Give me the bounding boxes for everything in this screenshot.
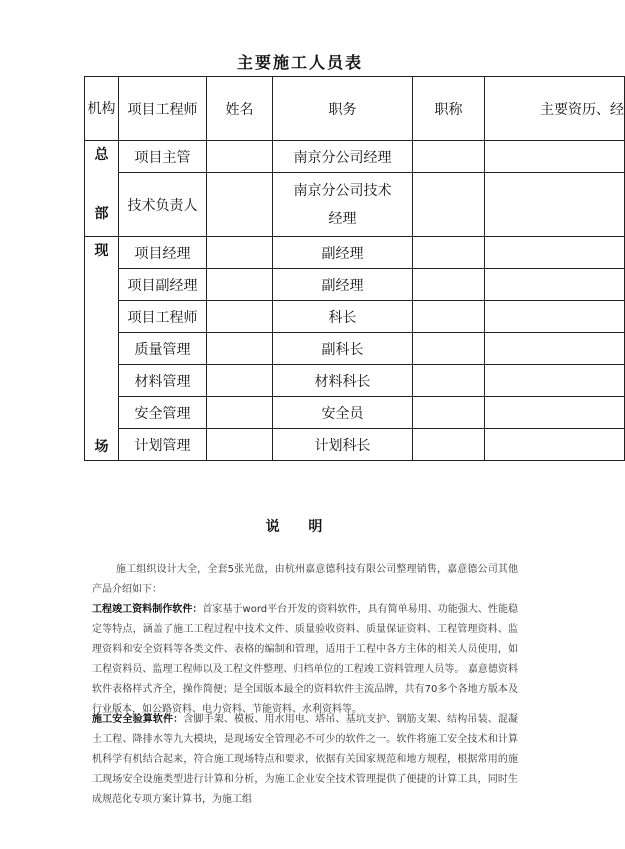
cell-name [207, 269, 273, 301]
cell-position: 副经理 [273, 237, 413, 269]
cell-role: 安全管理 [119, 397, 207, 429]
table-row [85, 365, 625, 397]
staff-table [84, 76, 625, 461]
table-row [85, 141, 625, 173]
table-row [85, 429, 625, 461]
cell-name [207, 333, 273, 365]
cell-role: 项目经理 [119, 237, 207, 269]
cell-rank [413, 333, 485, 365]
page-title: 主要施工人员表 [236, 53, 363, 72]
cell-position: 南京分公司经理 [273, 141, 413, 173]
product-name: 施工安全验算软件： [92, 714, 184, 725]
cell-rank [413, 269, 485, 301]
table-row [85, 333, 625, 365]
cell-experience [485, 365, 625, 397]
cell-name [207, 237, 273, 269]
group-hq [85, 141, 119, 237]
cell-role: 质量管理 [119, 333, 207, 365]
table-row [85, 173, 625, 237]
cell-position: 副科长 [273, 333, 413, 365]
cell-rank [413, 301, 485, 333]
cell-role: 项目主管 [119, 141, 207, 173]
cell-name [207, 301, 273, 333]
product-text: 含脚手架、模板、用水用电、塔吊、基坑支护、钢筋支架、结构吊装、混凝土工程、降排水等九大模块，是现场安全管理必不可少的软件之一。软件将施工安全技术和计算机科学有机结合起来，符合施工现场特点和要求，依据有关国家规范和地方规程，根据常用的施工现场安全设施类型进行计算和分析，为施工企业安全技术管理提供了便捷的计算工具，同时生成规范化专项方案计算书，为施工组 [92, 714, 519, 805]
cell-position: 安全员 [273, 397, 413, 429]
cell-rank [413, 173, 485, 237]
cell-role: 计划管理 [119, 429, 207, 461]
cell-experience [485, 397, 625, 429]
cell-name [207, 397, 273, 429]
cell-rank [413, 365, 485, 397]
cell-experience [485, 301, 625, 333]
group-site-top: 现 [94, 243, 109, 259]
table-row [85, 237, 625, 269]
cell-rank [413, 141, 485, 173]
cell-rank [413, 429, 485, 461]
cell-experience [485, 269, 625, 301]
group-hq-bottom: 部 [94, 206, 109, 222]
cell-role: 项目工程师 [119, 301, 207, 333]
cell-position: 材料科长 [273, 365, 413, 397]
product-name: 工程竣工资料制作软件： [92, 604, 203, 615]
product-description [92, 600, 518, 720]
cell-name [207, 173, 273, 237]
cell-name [207, 365, 273, 397]
cell-experience [485, 237, 625, 269]
table-row [85, 397, 625, 429]
group-site [85, 237, 119, 461]
header-experience: 主要资历、经 [485, 77, 625, 141]
cell-experience [485, 173, 625, 237]
group-site-bottom: 场 [94, 439, 109, 455]
table-header-row [85, 77, 625, 141]
cell-position: 副经理 [273, 269, 413, 301]
notes-heading: 说 明 [265, 519, 335, 535]
cell-role: 项目副经理 [119, 269, 207, 301]
table-row [85, 301, 625, 333]
cell-role: 技术负责人 [119, 173, 207, 237]
product-description [92, 710, 518, 810]
notes-intro: 施工组织设计大全，全套5张光盘，由杭州嘉意德科技有限公司整理销售，嘉意德公司其他产品介绍如下： [92, 564, 518, 595]
cell-name [207, 429, 273, 461]
header-rank: 职称 [413, 77, 485, 141]
cell-position: 科长 [273, 301, 413, 333]
header-org: 机构 [85, 77, 119, 141]
header-name: 姓名 [207, 77, 273, 141]
cell-name [207, 141, 273, 173]
cell-experience [485, 429, 625, 461]
header-role: 项目工程师 [119, 77, 207, 141]
product-text: 首家基于word平台开发的资料软件，具有简单易用、功能强大、性能稳定等特点，涵盖了施工工程过程中技术文件、质量验收资料、质量保证资料、工程管理资料、监理资料和安全资料等各类文件、表格的编制和管理，适用于工程中各方主体的相关人员使用，如工程资料员、监理工程师以及工程文件整理、归档单位的工程竣工资料管理人员等。 嘉意德资料软件表格样式齐全，操作简便；是全国版本最全的资料软件主流品牌，共有70多个各地方版本及行业版本，如公路资料、电力资料、节能资料、水利资料等。 [92, 604, 518, 715]
cell-rank [413, 237, 485, 269]
cell-experience [485, 141, 625, 173]
header-position: 职务 [273, 77, 413, 141]
cell-experience [485, 333, 625, 365]
cell-position: 南京分公司技术经理 [273, 173, 413, 237]
group-hq-top: 总 [94, 147, 109, 163]
cell-role: 材料管理 [119, 365, 207, 397]
cell-position: 计划科长 [273, 429, 413, 461]
table-row [85, 269, 625, 301]
cell-rank [413, 397, 485, 429]
